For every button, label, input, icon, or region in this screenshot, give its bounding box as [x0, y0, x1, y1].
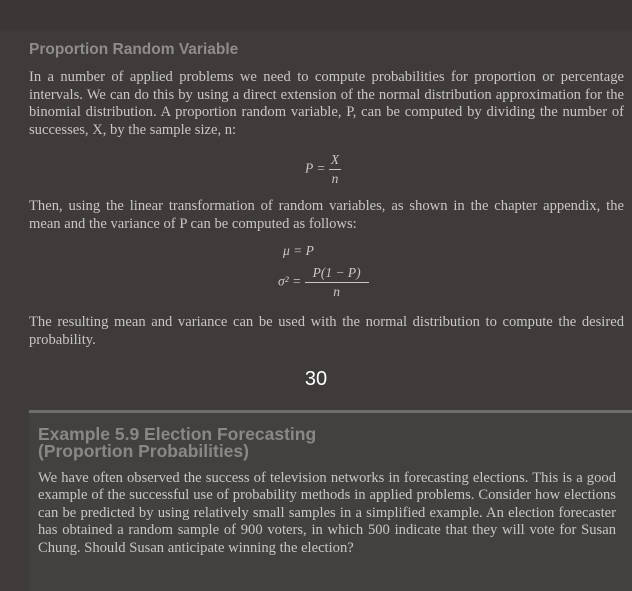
variance-equation: [278, 265, 369, 300]
top-band: [0, 0, 632, 30]
example-body: We have often observed the success of television networks in forecasting elections. This is a good example of the successful use of probability methods in applied problems. Consider how elections can be predicted by using relatively small samples in a simplified example. An election forecaster has obtained a random sample of 900 voters, in which 500 indicate that they will vote for Susan Chung. Should Susan anticipate winning the election?: [38, 470, 616, 556]
variance-equation-lhs: σ² =: [278, 273, 302, 289]
proportion-equation-lhs: P =: [305, 160, 326, 176]
mean-equation: μ = P: [283, 243, 314, 258]
example-title-line2: (Proportion Probabilities): [38, 441, 249, 461]
example-title-line1: Example 5.9 Election Forecasting: [38, 424, 317, 444]
result-paragraph: The resulting mean and variance can be used with the normal distribution to compute the desired probability.: [29, 314, 624, 348]
variance-fraction: [305, 265, 369, 300]
variance-numerator: P(1 − P): [305, 265, 369, 283]
section-title: Proportion Random Variable: [29, 41, 239, 58]
page-number: 30: [304, 368, 328, 390]
proportion-denominator: n: [331, 171, 339, 186]
proportion-fraction: [329, 152, 341, 187]
proportion-equation: [305, 152, 341, 187]
example-title: [38, 426, 316, 460]
variance-denominator: n: [333, 284, 340, 299]
transformation-paragraph: Then, using the linear transformation of random variables, as shown in the chapter appendix, the mean and the variance of P can be computed as follows:: [29, 198, 624, 232]
intro-paragraph: In a number of applied problems we need to compute probabilities for proportion or percentage intervals. We can do this by using a direct extension of the normal distribution approximation for the binomial distribution. A proportion random variable, P, can be computed by dividing the number of successes, X, by the sample size, n:: [29, 69, 624, 138]
proportion-numerator: X: [329, 152, 341, 170]
